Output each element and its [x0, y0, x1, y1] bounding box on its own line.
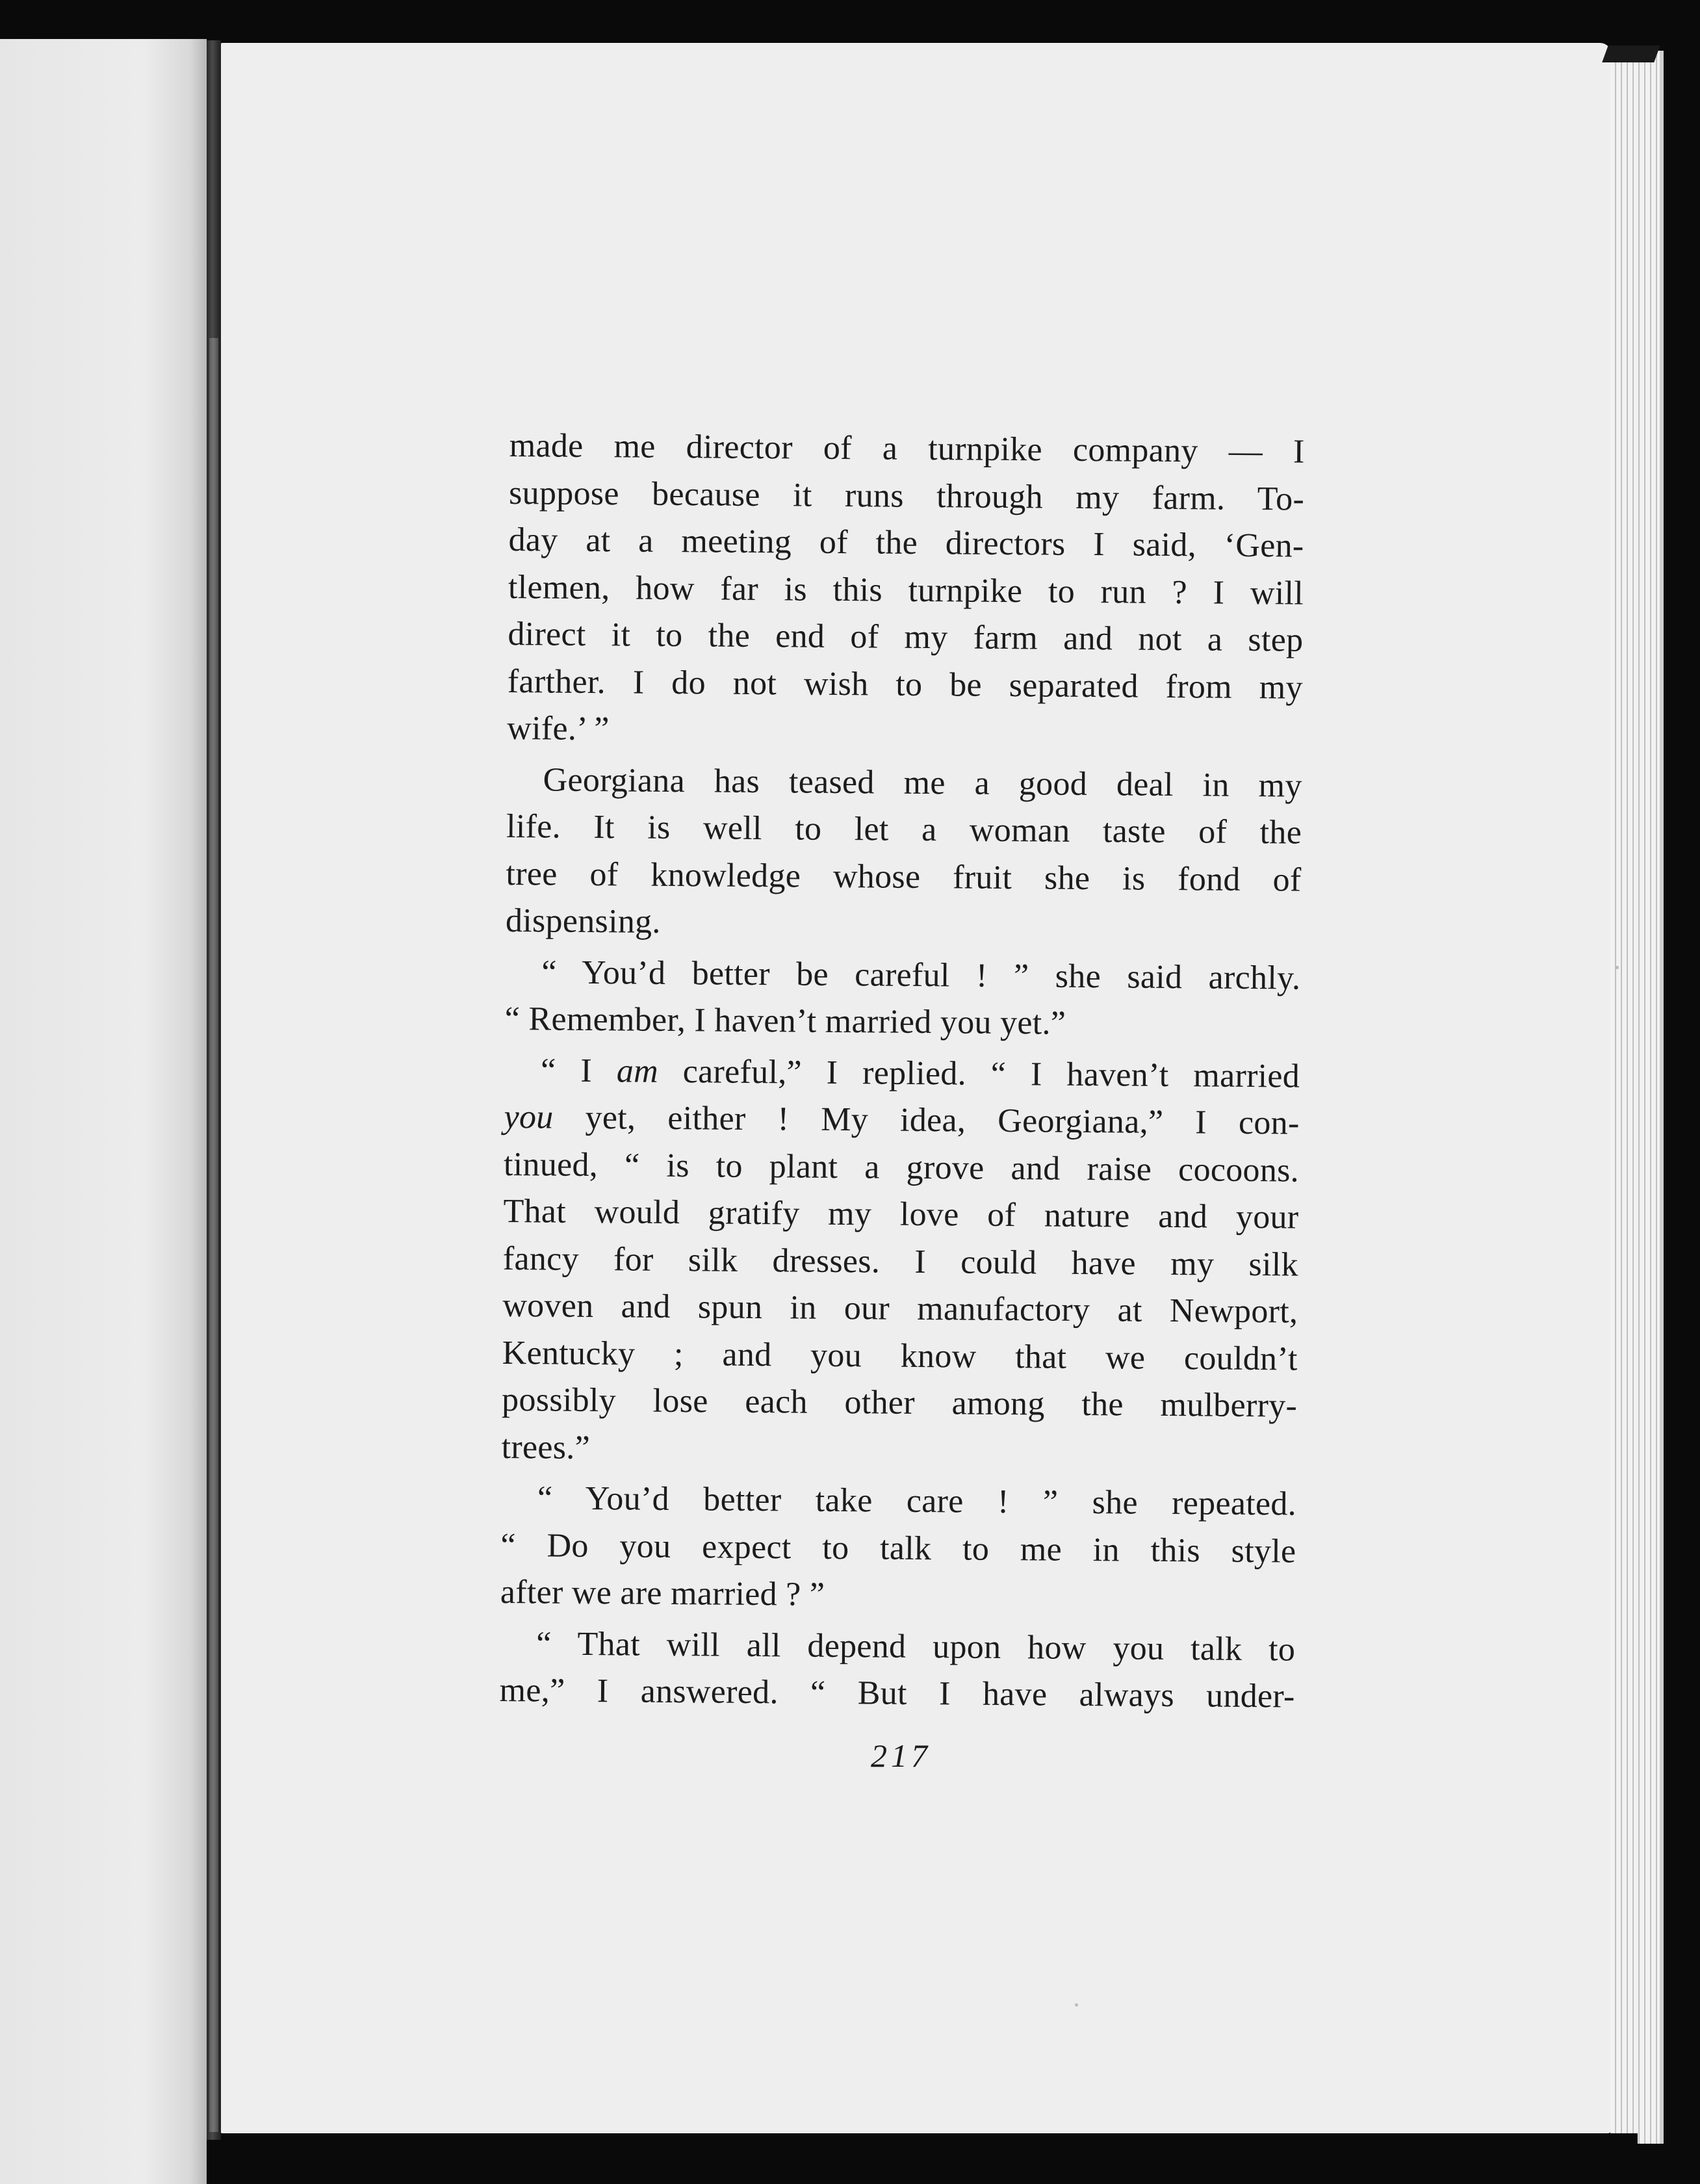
text-line: after we are married ? ”	[500, 1573, 825, 1613]
text-fragment: “ I	[540, 1051, 617, 1089]
page-corner-fold	[1602, 46, 1660, 62]
page-stack-edges	[1610, 51, 1664, 2144]
text-line	[504, 1046, 1300, 1100]
text-line: “ You’d better take care ! ” she repeated.	[537, 1479, 1297, 1523]
text-line: wife.’ ”	[507, 709, 610, 748]
text-line	[504, 1094, 1300, 1147]
text-line: tree of knowledge whose fruit she is fond of	[506, 855, 1302, 899]
text-line: “ Do you expect to talk to me in this style	[500, 1526, 1296, 1570]
text-line: trees.”	[501, 1428, 591, 1466]
text-line: “ Remember, I haven’t married you yet.”	[504, 1000, 1066, 1042]
text-line: fancy for silk dresses. I could have my silk	[502, 1240, 1299, 1284]
text-fragment: yet, either ! My idea, Georgiana,” I con-	[553, 1098, 1300, 1142]
paper-speck	[1075, 2003, 1078, 2007]
text-line: suppose because it runs through my farm. To-	[508, 474, 1305, 518]
bottom-shadow	[221, 2133, 1638, 2184]
text-line: day at a meeting of the directors I said, ‘Gen-	[508, 521, 1304, 565]
italic-word: you	[504, 1098, 554, 1136]
body-text	[499, 422, 1305, 1721]
paper-speck	[1616, 966, 1619, 969]
text-line: direct it to the end of my farm and not a step	[508, 615, 1304, 659]
text-line: made me director of a turnpike company — I	[509, 426, 1305, 471]
text-line: woven and spun in our manufactory at Newport,	[502, 1286, 1298, 1331]
text-line: Kentucky ; and you know that we couldn’t	[502, 1334, 1298, 1378]
text-line: tinued, “ is to plant a grove and raise cocoons.	[503, 1145, 1300, 1190]
text-line: life. It is well to let a woman taste of the	[506, 807, 1302, 852]
text-line: “ You’d better be careful ! ” she said archly.	[541, 953, 1301, 997]
gutter-shadow	[209, 338, 218, 2132]
left-page-edge	[0, 39, 207, 2184]
text-line: dispensing.	[505, 902, 661, 941]
text-line: tlemen, how far is this turnpike to run ? I will	[508, 568, 1304, 612]
text-line: That would gratify my love of nature and your	[503, 1192, 1299, 1236]
text-line: me,” I answered. “ But I have always under-	[499, 1671, 1295, 1715]
text-fragment: careful,” I replied. “ I haven’t married	[658, 1052, 1300, 1095]
text-line: “ That will all depend upon how you talk to	[536, 1624, 1296, 1669]
italic-word: am	[616, 1052, 659, 1090]
text-line: farther. I do not wish to be separated from my	[507, 662, 1304, 707]
text-line: Georgiana has teased me a good deal in my	[543, 760, 1302, 805]
text-line: possibly lose each other among the mulberry-	[501, 1381, 1298, 1425]
page-number: 217	[871, 1737, 931, 1774]
